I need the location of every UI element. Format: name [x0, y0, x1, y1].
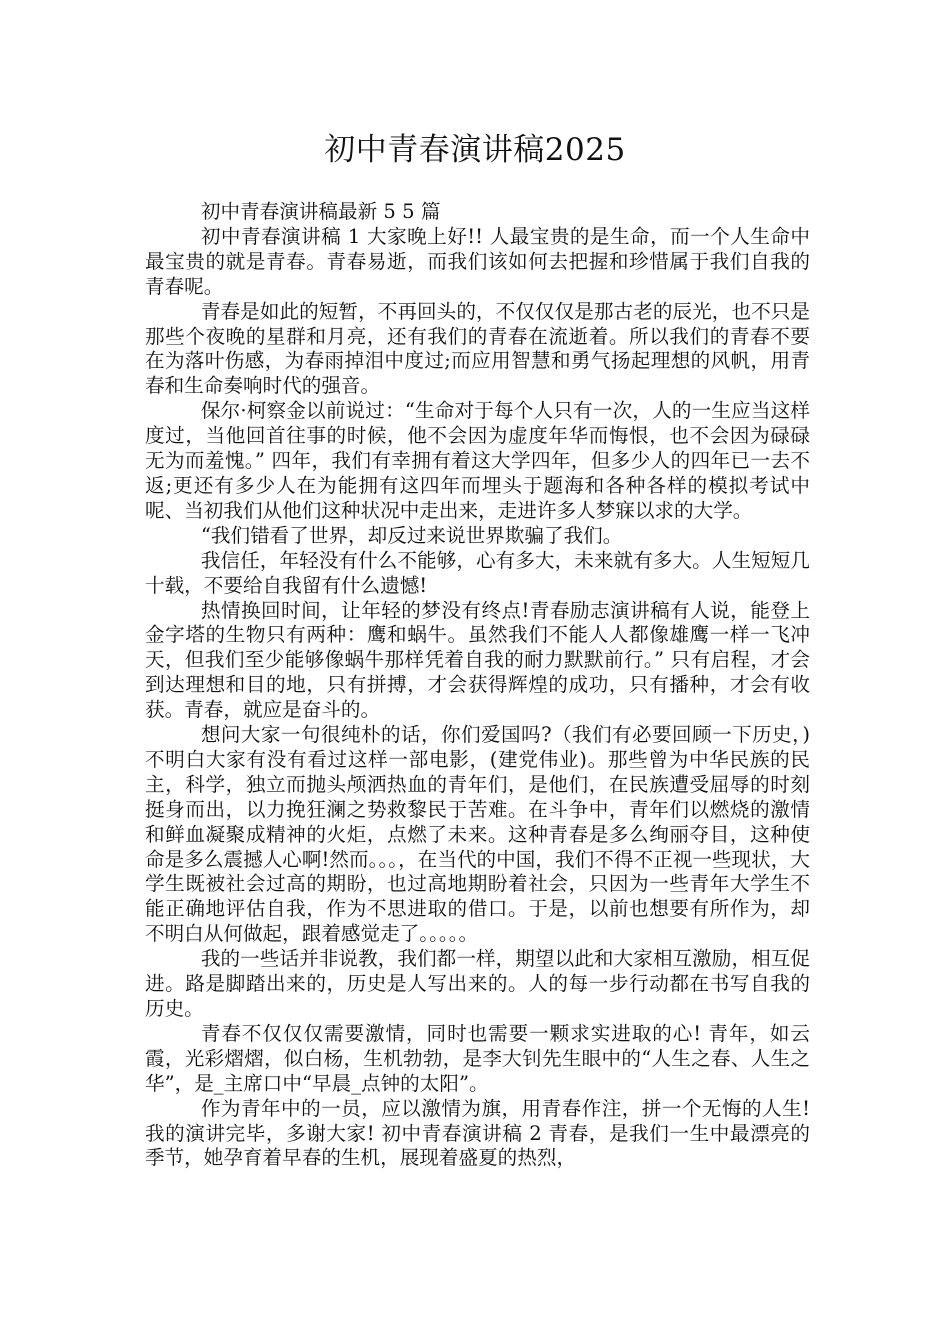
- paragraph: 青春不仅仅仅需要激情，同时也需要一颗求实进取的心! 青年，如云霞，光彩熠熠，似白杨，生机勃勃，是李大钊先生眼中的“人生之春、人生之华”，是_主席口中“早晨_点钟的太阳”。: [145, 1021, 810, 1095]
- paragraph: “我们错看了世界，却反过来说世界欺骗了我们。: [200, 523, 623, 547]
- paragraph: 保尔·柯察金以前说过：“生命对于每个人只有一次，人的一生应当这样度过，当他回首往事的时候，他不会因为虚度年华而悔恨，也不会因为碌碌无为而羞愧。” 四年，我们有幸拥有着这大学四年，但多少人的四年已一去不返;更还有多少人在为能拥有这四年而埋头于题海和各种各样的模拟考试中呢、当初我们从他们这种状况中走出来，走进许多人梦寐以求的大学。: [145, 399, 810, 522]
- paragraph: 我信任，年轻没有什么不能够，心有多大，未来就有多大。人生短短几十载，不要给自我留有什么遗憾!: [145, 548, 810, 597]
- paragraph: 青春是如此的短暂，不再回头的，不仅仅仅是那古老的辰光，也不只是那些个夜晚的星群和月亮，还有我们的青春在流逝着。所以我们的青春不要在为落叶伤感，为春雨掉泪中度过;而应用智慧和勇气扬起理想的风帆，用青春和生命奏响时代的强音。: [145, 299, 810, 398]
- document-title: 初中青春演讲稿2025: [324, 132, 626, 168]
- paragraph: 作为青年中的一员，应以激情为旗，用青春作注，拼一个无悔的人生! 我的演讲完毕，多谢大家! 初中青春演讲稿 2 青春，是我们一生中最漂亮的季节，她孕育着早春的生机，展现着盛夏的热烈，: [145, 1096, 810, 1170]
- paragraph: 想问大家一句很纯朴的话，你们爱国吗?（我们有必要回顾一下历史，)不明白大家有没有看过这样一部电影，(建党伟业)。那些曾为中华民族的民主，科学，独立而抛头颅洒热血的青年们，是他们，在民族遭受屈辱的时刻挺身而出，以力挽狂澜之势救黎民于苦难。在斗争中，青年们以燃烧的激情和鲜血凝聚成精神的火炬，点燃了未来。这种青春是多么绚丽夺目，这种使命是多么震撼人心啊!然而。。。，在当代的中国，我们不得不正视一些现状，大学生既被社会过高的期盼，也过高地期盼着社会，只因为一些青年大学生不能正确地评估自我，作为不思进取的借口。于是，以前也想要有所作为，却不明白从何做起，跟着感觉走了。。。。。: [145, 723, 810, 946]
- paragraph: 热情换回时间，让年轻的梦没有终点!青春励志演讲稿有人说，能登上金字塔的生物只有两种：鹰和蜗牛。虽然我们不能人人都像雄鹰一样一飞冲天，但我们至少能够像蜗牛那样凭着自我的耐力默默前行。” 只有启程，才会到达理想和目的地，只有拼搏，才会获得辉煌的成功，只有播种，才会有收获。青春，就应是奋斗的。: [145, 598, 810, 722]
- paragraph: 初中青春演讲稿 1 大家晚上好!! 人最宝贵的是生命，而一个人生命中最宝贵的就是青春。青春易逝，而我们该如何去把握和珍惜属于我们自我的青春呢。: [145, 224, 810, 298]
- document-body: [145, 200, 810, 1171]
- paragraph: 我的一些话并非说教，我们都一样，期望以此和大家相互激励，相互促进。路是脚踏出来的，历史是人写出来的。人的每一步行动都在书写自我的历史。: [145, 947, 810, 1020]
- paragraph: 初中青春演讲稿最新 5 5 篇: [200, 200, 441, 223]
